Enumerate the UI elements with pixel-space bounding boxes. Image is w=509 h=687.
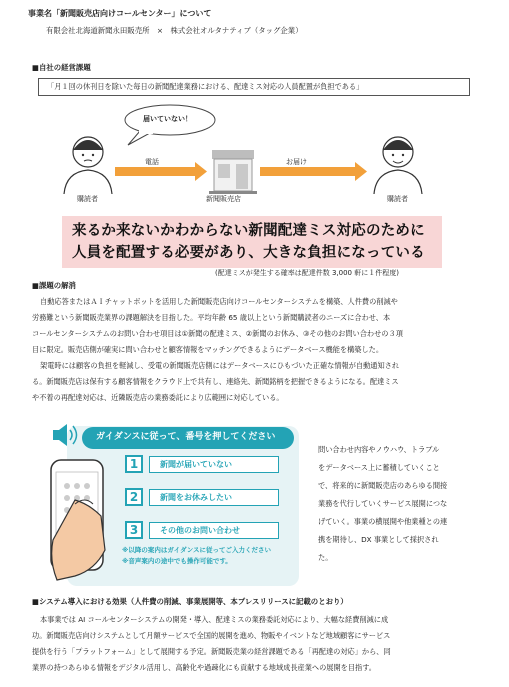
option-1-number: 1	[125, 455, 143, 473]
speech-bubble	[125, 105, 215, 145]
document-title: 事業名「新聞販売店向けコールセンター」について	[28, 9, 212, 18]
side-line: で、将来的に新聞販売店のあらゆる間接	[318, 481, 448, 490]
section-heading-issues: ■自社の経営課題	[32, 63, 91, 72]
solution-line: 架電時には顧客の負担を軽減し、受電の新聞販売店側にはデータベースにひもづいた正確な情報が自動通知され	[40, 361, 400, 370]
solution-line: 目に限定。販売店側が確実に問い合わせと顧客情報をマッチングできるようにデータベース機能を構築した。	[32, 345, 384, 354]
speech-bubble-text: 届いていない！	[143, 115, 192, 123]
solution-line: 労務難という新聞販売業界の課題解決を目指した。平均年齢 65 歳以上という新聞購読者のニーズに合わせ、本	[32, 313, 391, 322]
effects-line: 提供を行う「プラットフォーム」として展開する予定。新聞販売業の経営課題である「再配達の対応」から、同	[32, 647, 391, 656]
option-2-number: 2	[125, 488, 143, 506]
side-line: げていく。事業の横展開や他業種との連	[318, 517, 448, 526]
newspaper-store-icon	[209, 150, 257, 194]
effects-paragraph	[32, 612, 492, 676]
phone-arrow	[115, 162, 207, 181]
smartphone-hand-icon	[51, 460, 105, 580]
solution-line: や不着の再配達対応は、近隣販売店の業務委託により広範囲に対応している。	[32, 393, 284, 402]
solution-line: コールセンターシステムのお問い合わせ項目は①新聞の配達ミス、②新聞のお休み、③その他のお問い合わせの３項	[32, 329, 403, 338]
guidance-title: ガイダンスに従って、番号を押してください	[82, 427, 294, 449]
side-line: た。	[318, 553, 333, 562]
section-heading-solution: ■課題の解消	[32, 281, 76, 290]
delivery-label: お届け	[286, 158, 307, 166]
side-line: をデータベース上に蓄積していくこと	[318, 463, 440, 472]
store-label: 新聞販売店	[206, 195, 241, 203]
delivery-arrow	[260, 162, 367, 181]
solution-line: る。新聞販売店は保有する顧客情報をクラウド上で共有し、連絡先、新聞銘柄を把握できるようになる。配達ミス	[32, 377, 399, 386]
phone-label: 電話	[145, 158, 159, 166]
issue-quote-box	[38, 78, 470, 96]
side-paragraph	[318, 441, 483, 567]
side-line: 業務を代行していくサービス展開につな	[318, 499, 448, 508]
subscriber-right-icon	[374, 137, 422, 194]
companies-line: 有限会社北海道新聞永田販売所 × 株式会社オルタナティブ（タッグ企業）	[46, 26, 303, 35]
delivery-diagram	[0, 100, 509, 215]
solution-paragraph	[32, 294, 487, 406]
section-heading-effects: ■システム導入における効果（人件費の削減、事業展開等、本プレスリリースに記載のとおり）	[32, 597, 348, 606]
guidance-note-1: ※以降の案内はガイダンスに従ってご入力ください	[122, 546, 271, 554]
guidance-note-2: ※音声案内の途中でも操作可能です。	[122, 557, 232, 565]
subscriber-left-icon	[64, 137, 112, 194]
effects-line: 功。新聞販売店向けシステムとして月額サービスで全国的展開を進め、物販やイベントなど地域顧客にサービス	[32, 631, 391, 640]
effects-line: 業界の持つあらゆる情報をデジタル活用し、高齢化や過疎化にも貢献する地域成長産業への展開を目指す。	[32, 663, 376, 672]
solution-line: 自動応答またはＡＩチャットボットを活用した新聞販売店向けコールセンターシステムを構築、人件費の削減や	[40, 297, 398, 306]
banner-note: (配達ミスが発生する確率は配達件数 3,000 軒に１件程度)	[215, 269, 399, 277]
banner-line-1: 来るか来ないかわからない新聞配達ミス対応のために	[72, 223, 425, 239]
effects-line: 本事業では AI コールセンターシステムの開発・導入、配達ミスの業務委託対応により、大幅な経費削減に成	[40, 615, 389, 624]
option-3-number: 3	[125, 521, 143, 539]
option-1-text: 新聞が届いていない	[149, 456, 279, 473]
subscriber-left-label: 購読者	[77, 195, 98, 203]
side-line: 問い合わせ内容やノウハウ、トラブル	[318, 445, 440, 454]
problem-banner	[62, 216, 442, 268]
subscriber-right-label: 購読者	[387, 195, 408, 203]
banner-line-2: 人員を配置する必要があり、大きな負担になっている	[72, 245, 425, 261]
side-line: 携を期待し、DX 事業として採択され	[318, 535, 439, 544]
issue-quote-text: 「月１回の休刊日を除いた毎日の新聞配達業務における、配達ミス対応の人員配置が負担である」	[47, 82, 364, 91]
option-3-text: その他のお問い合わせ	[149, 522, 279, 539]
option-2-text: 新聞をお休みしたい	[149, 489, 279, 506]
